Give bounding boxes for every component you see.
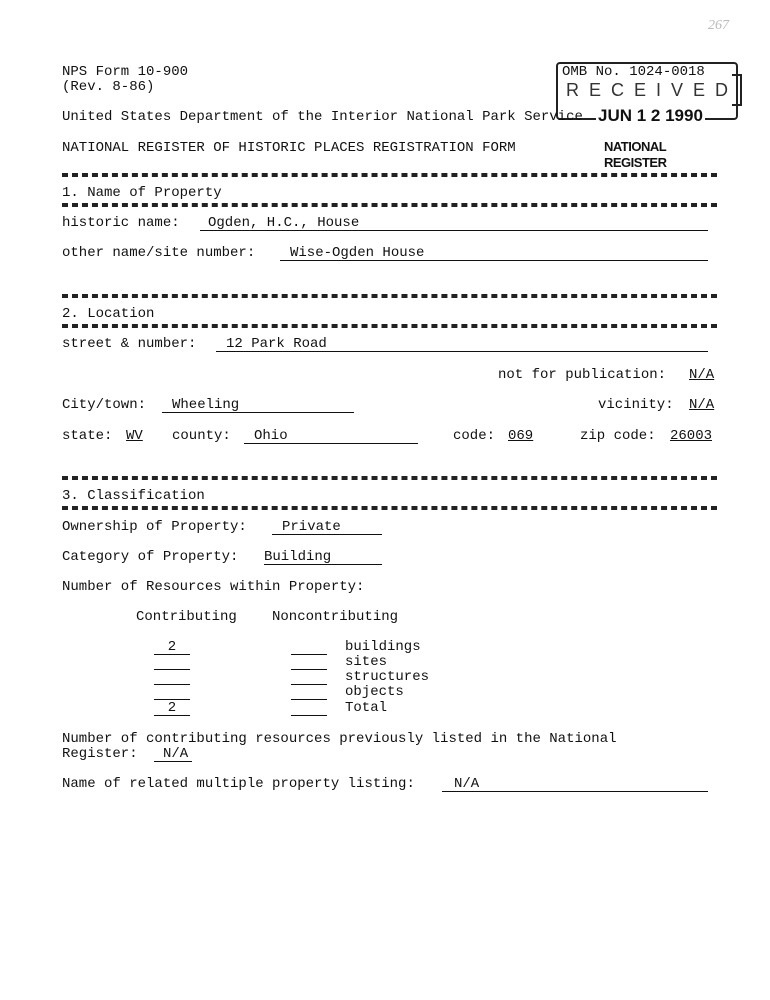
- section-divider: [62, 324, 717, 329]
- contributing-count: 2: [167, 639, 177, 655]
- state-label: state:: [62, 428, 113, 444]
- resource-type: buildings: [345, 639, 421, 655]
- section-divider: [62, 476, 717, 481]
- category-value: Building: [264, 549, 332, 565]
- stamp-register: REGISTER: [604, 155, 667, 170]
- state-value: WV: [126, 428, 143, 444]
- agency-line: United States Department of the Interior National Park Service: [62, 109, 583, 125]
- multiple-listing-label: Name of related multiple property listing:: [62, 776, 415, 792]
- form-title: NATIONAL REGISTER OF HISTORIC PLACES REGISTRATION FORM: [62, 140, 516, 156]
- section-divider: [62, 294, 717, 299]
- noncontributing-header: Noncontributing: [272, 609, 399, 625]
- noncontributing-blank: [291, 715, 327, 716]
- street-label: street & number:: [62, 336, 197, 352]
- county-label: county:: [172, 428, 231, 444]
- vicinity-value: N/A: [689, 397, 715, 413]
- contributing-count: 2: [167, 700, 177, 716]
- ownership-value: Private: [282, 519, 341, 535]
- zip-label: zip code:: [580, 428, 656, 444]
- register-label: Register:: [62, 746, 138, 762]
- multiple-listing-value: N/A: [454, 776, 480, 792]
- not-for-publication-value: N/A: [689, 367, 715, 383]
- section2-heading: 2. Location: [62, 306, 155, 322]
- section-divider: [62, 203, 717, 208]
- section-divider: [62, 173, 717, 178]
- previously-listed-value: N/A: [163, 746, 189, 762]
- form-number: NPS Form 10-900: [62, 64, 189, 80]
- historic-name-value: Ogden, H.C., House: [208, 215, 360, 231]
- form-revision: (Rev. 8-86): [62, 79, 155, 95]
- street-value: 12 Park Road: [226, 336, 327, 352]
- contributing-header: Contributing: [136, 609, 237, 625]
- stamp-national: NATIONAL: [604, 139, 667, 154]
- noncontributing-blank: [291, 684, 327, 685]
- stamp-received-text: RECEIVED: [566, 80, 739, 100]
- city-value: Wheeling: [172, 397, 240, 413]
- noncontributing-blank: [291, 669, 327, 670]
- section1-heading: 1. Name of Property: [62, 185, 222, 201]
- stamp-date: JUN 1 2 1990: [598, 106, 703, 125]
- ownership-label: Ownership of Property:: [62, 519, 247, 535]
- contributing-blank: [154, 684, 190, 685]
- section-divider: [62, 506, 717, 511]
- zip-value: 26003: [670, 428, 713, 444]
- historic-name-label: historic name:: [62, 215, 180, 231]
- previously-listed-label: Number of contributing resources previously listed in the National: [62, 731, 617, 747]
- not-for-publication-label: not for publication:: [498, 367, 667, 383]
- omb-number: OMB No. 1024-0018: [562, 64, 705, 80]
- other-name-label: other name/site number:: [62, 245, 256, 261]
- other-name-value: Wise-Ogden House: [290, 245, 425, 261]
- resource-type: Total: [345, 700, 388, 716]
- corner-mark: 267: [708, 18, 729, 33]
- multiple-listing-underline: [442, 791, 708, 792]
- vicinity-label: vicinity:: [598, 397, 674, 413]
- noncontributing-blank: [291, 699, 327, 700]
- noncontributing-blank: [291, 654, 327, 655]
- section3-heading: 3. Classification: [62, 488, 205, 504]
- resources-label: Number of Resources within Property:: [62, 579, 365, 595]
- contributing-blank: [154, 669, 190, 670]
- code-label: code:: [453, 428, 496, 444]
- resource-type: structures: [345, 669, 430, 685]
- code-value: 069: [508, 428, 534, 444]
- city-label: City/town:: [62, 397, 147, 413]
- resource-type: objects: [345, 684, 404, 700]
- category-label: Category of Property:: [62, 549, 239, 565]
- resource-type: sites: [345, 654, 388, 670]
- county-value: Ohio: [254, 428, 288, 444]
